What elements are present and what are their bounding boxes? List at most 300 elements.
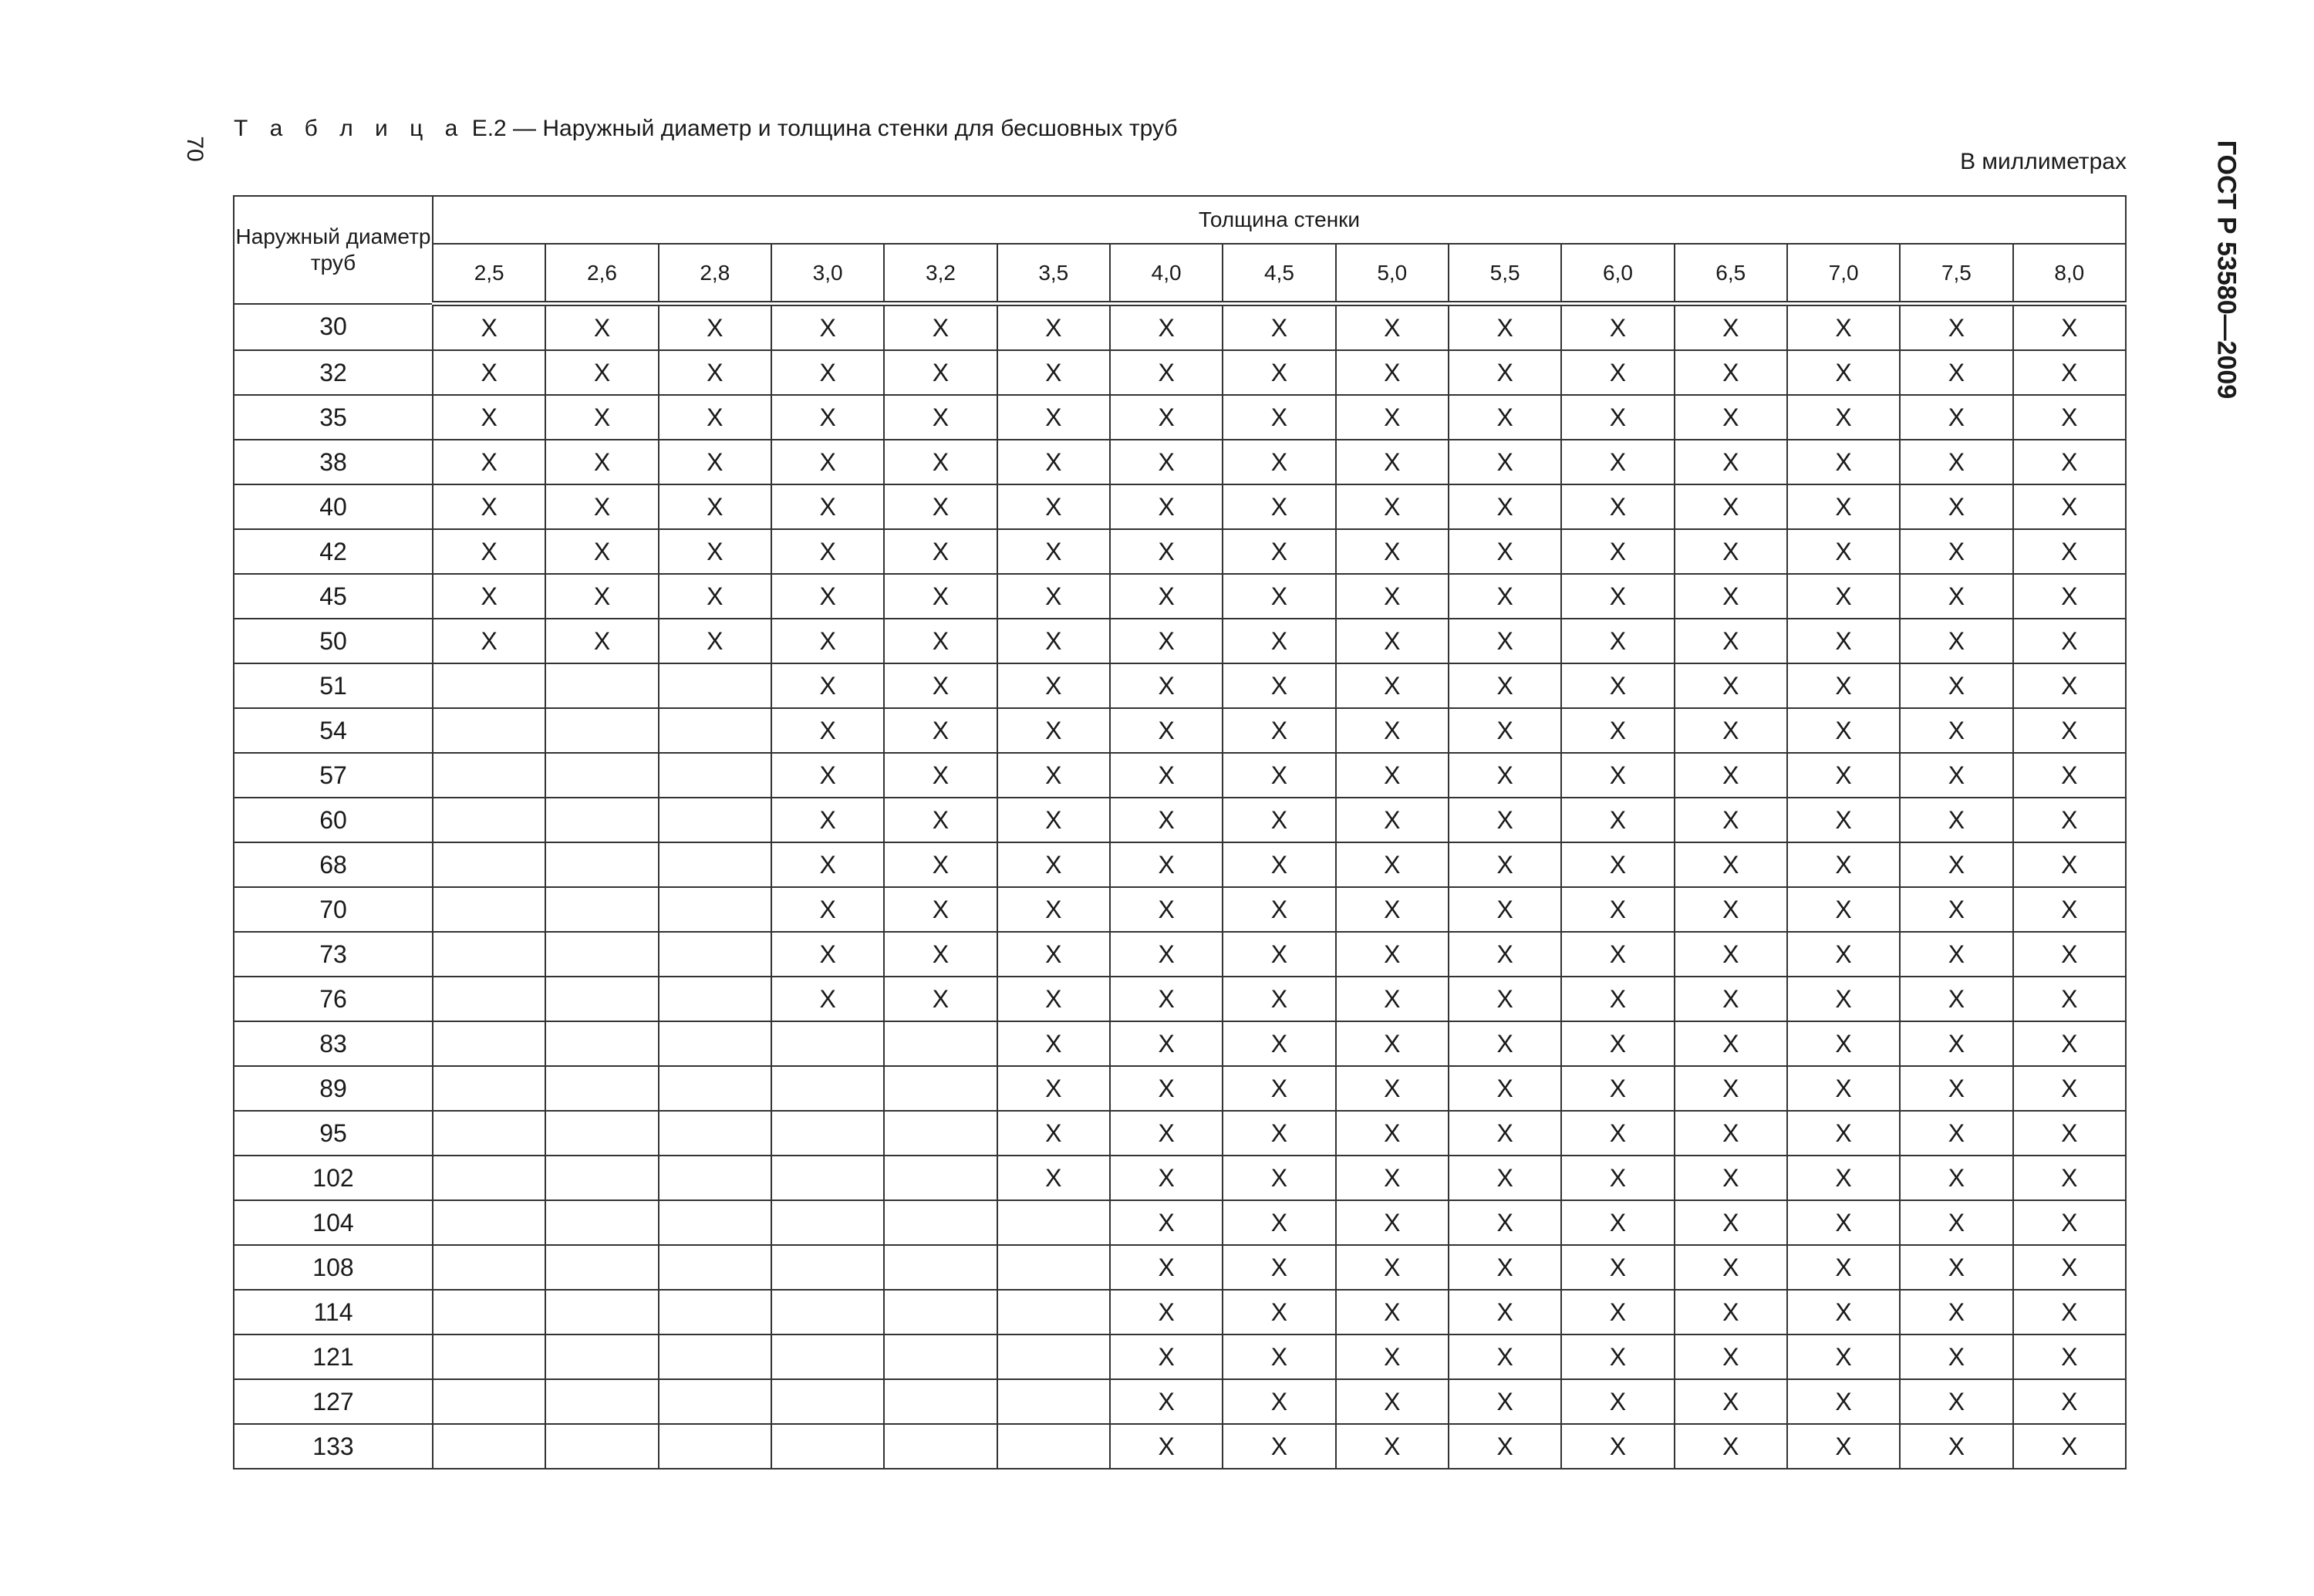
mark-cell: X	[1900, 887, 2012, 932]
mark-cell: X	[659, 484, 771, 529]
mark-cell: X	[1449, 1290, 1561, 1334]
mark-cell: X	[1900, 1111, 2012, 1156]
mark-cell: X	[1336, 619, 1449, 663]
table-row	[234, 798, 2126, 842]
mark-cell: X	[1336, 977, 1449, 1021]
mark-cell: X	[1336, 1379, 1449, 1424]
mark-cell: X	[1675, 663, 1787, 708]
empty-cell	[884, 1156, 997, 1200]
mark-cell: X	[1449, 1379, 1561, 1424]
mark-cell: X	[1336, 1200, 1449, 1245]
empty-cell	[545, 1245, 658, 1290]
mark-cell: X	[1336, 574, 1449, 619]
mark-cell: X	[1561, 708, 1674, 753]
empty-cell	[659, 1066, 771, 1111]
mark-cell: X	[1110, 932, 1223, 977]
empty-cell	[545, 708, 658, 753]
empty-cell	[433, 1021, 545, 1066]
empty-cell	[545, 1111, 658, 1156]
mark-cell: X	[997, 842, 1110, 887]
table-row	[234, 304, 2126, 351]
mark-cell: X	[1110, 1379, 1223, 1424]
mark-cell: X	[997, 529, 1110, 574]
mark-cell: X	[997, 619, 1110, 663]
diameter-cell: 127	[234, 1379, 433, 1424]
mark-cell: X	[1336, 932, 1449, 977]
mark-cell: X	[1110, 304, 1223, 351]
mark-cell: X	[1223, 753, 1335, 798]
mark-cell: X	[1336, 842, 1449, 887]
mark-cell: X	[1223, 1290, 1335, 1334]
mark-cell: X	[1675, 708, 1787, 753]
empty-cell	[433, 798, 545, 842]
mark-cell: X	[1675, 1290, 1787, 1334]
header-thickness-values-row	[234, 244, 2126, 304]
mark-cell: X	[1561, 304, 1674, 351]
mark-cell: X	[1561, 529, 1674, 574]
mark-cell: X	[2013, 1290, 2126, 1334]
table-row	[234, 1379, 2126, 1424]
empty-cell	[771, 1156, 884, 1200]
mark-cell: X	[2013, 1021, 2126, 1066]
mark-cell: X	[1449, 304, 1561, 351]
mark-cell: X	[1561, 350, 1674, 395]
diameter-cell: 133	[234, 1424, 433, 1469]
empty-cell	[771, 1021, 884, 1066]
empty-cell	[997, 1334, 1110, 1379]
mark-cell: X	[1561, 395, 1674, 440]
mark-cell: X	[1787, 977, 1900, 1021]
table-row	[234, 977, 2126, 1021]
mark-cell: X	[997, 753, 1110, 798]
header-thickness-value: 8,0	[2013, 244, 2126, 304]
mark-cell: X	[1449, 1156, 1561, 1200]
mark-cell: X	[1223, 529, 1335, 574]
mark-cell: X	[1223, 1021, 1335, 1066]
mark-cell: X	[1561, 1245, 1674, 1290]
empty-cell	[659, 977, 771, 1021]
header-thickness-value: 7,0	[1787, 244, 1900, 304]
table-row	[234, 932, 2126, 977]
diameter-cell: 102	[234, 1156, 433, 1200]
header-thickness-value: 4,5	[1223, 244, 1335, 304]
empty-cell	[997, 1245, 1110, 1290]
mark-cell: X	[997, 932, 1110, 977]
mark-cell: X	[1223, 574, 1335, 619]
mark-cell: X	[1561, 663, 1674, 708]
empty-cell	[545, 753, 658, 798]
empty-cell	[659, 1200, 771, 1245]
empty-cell	[771, 1290, 884, 1334]
mark-cell: X	[1787, 708, 1900, 753]
mark-cell: X	[771, 753, 884, 798]
mark-cell: X	[884, 574, 997, 619]
mark-cell: X	[659, 350, 771, 395]
mark-cell: X	[884, 619, 997, 663]
mark-cell: X	[1449, 708, 1561, 753]
table-row	[234, 1021, 2126, 1066]
mark-cell: X	[1675, 484, 1787, 529]
mark-cell: X	[1900, 1334, 2012, 1379]
mark-cell: X	[1223, 1111, 1335, 1156]
mark-cell: X	[1675, 1200, 1787, 1245]
empty-cell	[884, 1200, 997, 1245]
empty-cell	[433, 1200, 545, 1245]
mark-cell: X	[884, 798, 997, 842]
mark-cell: X	[1110, 887, 1223, 932]
mark-cell: X	[1675, 977, 1787, 1021]
mark-cell: X	[997, 977, 1110, 1021]
mark-cell: X	[884, 842, 997, 887]
mark-cell: X	[1787, 887, 1900, 932]
mark-cell: X	[1787, 619, 1900, 663]
mark-cell: X	[2013, 1066, 2126, 1111]
mark-cell: X	[2013, 395, 2126, 440]
empty-cell	[659, 753, 771, 798]
mark-cell: X	[1223, 663, 1335, 708]
mark-cell: X	[1223, 1066, 1335, 1111]
table-row	[234, 395, 2126, 440]
mark-cell: X	[1336, 350, 1449, 395]
mark-cell: X	[1110, 1245, 1223, 1290]
table-row	[234, 887, 2126, 932]
mark-cell: X	[2013, 1334, 2126, 1379]
mark-cell: X	[1223, 1156, 1335, 1200]
mark-cell: X	[2013, 1379, 2126, 1424]
diameter-cell: 57	[234, 753, 433, 798]
mark-cell: X	[997, 887, 1110, 932]
mark-cell: X	[1336, 1290, 1449, 1334]
mark-cell: X	[997, 304, 1110, 351]
header-row-top	[234, 196, 2126, 244]
mark-cell: X	[2013, 977, 2126, 1021]
mark-cell: X	[659, 574, 771, 619]
mark-cell: X	[1675, 842, 1787, 887]
empty-cell	[545, 887, 658, 932]
empty-cell	[884, 1066, 997, 1111]
empty-cell	[433, 1334, 545, 1379]
mark-cell: X	[771, 529, 884, 574]
mark-cell: X	[659, 619, 771, 663]
mark-cell: X	[1900, 304, 2012, 351]
mark-cell: X	[1675, 574, 1787, 619]
mark-cell: X	[1675, 1424, 1787, 1469]
empty-cell	[545, 932, 658, 977]
mark-cell: X	[771, 887, 884, 932]
mark-cell: X	[997, 1111, 1110, 1156]
mark-cell: X	[1900, 977, 2012, 1021]
diameter-cell: 89	[234, 1066, 433, 1111]
mark-cell: X	[433, 395, 545, 440]
header-thickness-value: 3,2	[884, 244, 997, 304]
mark-cell: X	[997, 798, 1110, 842]
empty-cell	[659, 663, 771, 708]
mark-cell: X	[1449, 887, 1561, 932]
table-title-text: Е.2 — Наружный диаметр и толщина стенки для бесшовных труб	[471, 116, 1178, 141]
mark-cell: X	[1675, 1156, 1787, 1200]
mark-cell: X	[1223, 1424, 1335, 1469]
table-row	[234, 350, 2126, 395]
mark-cell: X	[433, 440, 545, 484]
mark-cell: X	[433, 529, 545, 574]
table-row	[234, 574, 2126, 619]
empty-cell	[659, 1379, 771, 1424]
mark-cell: X	[1900, 798, 2012, 842]
header-thickness: Толщина стенки	[433, 196, 2126, 244]
mark-cell: X	[1675, 753, 1787, 798]
diameter-cell: 114	[234, 1290, 433, 1334]
mark-cell: X	[1110, 663, 1223, 708]
mark-cell: X	[1449, 574, 1561, 619]
empty-cell	[997, 1290, 1110, 1334]
mark-cell: X	[1675, 1379, 1787, 1424]
mark-cell: X	[1675, 798, 1787, 842]
mark-cell: X	[1449, 1021, 1561, 1066]
mark-cell: X	[1900, 1200, 2012, 1245]
mark-cell: X	[1675, 1066, 1787, 1111]
mark-cell: X	[997, 574, 1110, 619]
mark-cell: X	[997, 1021, 1110, 1066]
mark-cell: X	[771, 977, 884, 1021]
mark-cell: X	[433, 484, 545, 529]
empty-cell	[659, 1021, 771, 1066]
header-thickness-value: 6,0	[1561, 244, 1674, 304]
mark-cell: X	[2013, 1156, 2126, 1200]
mark-cell: X	[1787, 1334, 1900, 1379]
mark-cell: X	[1900, 708, 2012, 753]
header-thickness-value: 4,0	[1110, 244, 1223, 304]
mark-cell: X	[1223, 1334, 1335, 1379]
table-row	[234, 529, 2126, 574]
diameter-cell: 45	[234, 574, 433, 619]
mark-cell: X	[997, 1156, 1110, 1200]
mark-cell: X	[1675, 304, 1787, 351]
mark-cell: X	[1787, 1379, 1900, 1424]
mark-cell: X	[1449, 753, 1561, 798]
empty-cell	[884, 1111, 997, 1156]
mark-cell: X	[1561, 887, 1674, 932]
mark-cell: X	[1561, 619, 1674, 663]
mark-cell: X	[1110, 529, 1223, 574]
mark-cell: X	[1223, 1200, 1335, 1245]
mark-cell: X	[1561, 1379, 1674, 1424]
diameter-cell: 30	[234, 304, 433, 351]
empty-cell	[771, 1424, 884, 1469]
mark-cell: X	[1900, 753, 2012, 798]
mark-cell: X	[1110, 395, 1223, 440]
mark-cell: X	[1110, 1066, 1223, 1111]
mark-cell: X	[2013, 350, 2126, 395]
mark-cell: X	[1110, 1290, 1223, 1334]
mark-cell: X	[1787, 1111, 1900, 1156]
table-row	[234, 1200, 2126, 1245]
mark-cell: X	[2013, 1245, 2126, 1290]
header-thickness-value: 2,5	[433, 244, 545, 304]
header-thickness-value: 3,0	[771, 244, 884, 304]
mark-cell: X	[997, 1066, 1110, 1111]
empty-cell	[433, 1424, 545, 1469]
mark-cell: X	[884, 440, 997, 484]
mark-cell: X	[1223, 887, 1335, 932]
mark-cell: X	[1110, 440, 1223, 484]
mark-cell: X	[1223, 619, 1335, 663]
mark-cell: X	[1223, 842, 1335, 887]
diameter-cell: 73	[234, 932, 433, 977]
table-row	[234, 1334, 2126, 1379]
empty-cell	[997, 1424, 1110, 1469]
mark-cell: X	[1787, 1200, 1900, 1245]
mark-cell: X	[1449, 663, 1561, 708]
empty-cell	[433, 842, 545, 887]
mark-cell: X	[1223, 932, 1335, 977]
mark-cell: X	[1336, 440, 1449, 484]
mark-cell: X	[1675, 1021, 1787, 1066]
empty-cell	[433, 1290, 545, 1334]
mark-cell: X	[1336, 1111, 1449, 1156]
mark-cell: X	[1449, 932, 1561, 977]
table-row	[234, 1424, 2126, 1469]
table-row	[234, 440, 2126, 484]
header-thickness-value: 2,8	[659, 244, 771, 304]
mark-cell: X	[433, 619, 545, 663]
mark-cell: X	[1561, 484, 1674, 529]
mark-cell: X	[1787, 395, 1900, 440]
mark-cell: X	[2013, 708, 2126, 753]
empty-cell	[545, 1021, 658, 1066]
empty-cell	[884, 1021, 997, 1066]
mark-cell: X	[1561, 1200, 1674, 1245]
mark-cell: X	[1223, 304, 1335, 351]
mark-cell: X	[1336, 663, 1449, 708]
empty-cell	[659, 1334, 771, 1379]
mark-cell: X	[545, 440, 658, 484]
empty-cell	[659, 798, 771, 842]
diameter-cell: 95	[234, 1111, 433, 1156]
mark-cell: X	[884, 708, 997, 753]
mark-cell: X	[1336, 1245, 1449, 1290]
table-row	[234, 1111, 2126, 1156]
mark-cell: X	[1449, 977, 1561, 1021]
mark-cell: X	[1900, 1245, 2012, 1290]
mark-cell: X	[1110, 1334, 1223, 1379]
mark-cell: X	[1787, 304, 1900, 351]
table-title-prefix: Т а б л и ц а	[234, 116, 466, 141]
empty-cell	[545, 1290, 658, 1334]
mark-cell: X	[1110, 753, 1223, 798]
header-thickness-value: 3,5	[997, 244, 1110, 304]
mark-cell: X	[1336, 304, 1449, 351]
mark-cell: X	[1787, 529, 1900, 574]
empty-cell	[659, 1245, 771, 1290]
empty-cell	[771, 1334, 884, 1379]
mark-cell: X	[1787, 663, 1900, 708]
empty-cell	[433, 708, 545, 753]
mark-cell: X	[1787, 1245, 1900, 1290]
mark-cell: X	[1336, 887, 1449, 932]
mark-cell: X	[1110, 484, 1223, 529]
mark-cell: X	[1561, 842, 1674, 887]
mark-cell: X	[771, 484, 884, 529]
mark-cell: X	[1900, 395, 2012, 440]
empty-cell	[659, 1424, 771, 1469]
mark-cell: X	[1449, 350, 1561, 395]
mark-cell: X	[884, 304, 997, 351]
page-number: 70	[182, 136, 207, 162]
mark-cell: X	[1900, 663, 2012, 708]
mark-cell: X	[1675, 1334, 1787, 1379]
mark-cell: X	[997, 395, 1110, 440]
diameter-cell: 121	[234, 1334, 433, 1379]
diameter-cell: 68	[234, 842, 433, 887]
mark-cell: X	[1336, 529, 1449, 574]
mark-cell: X	[2013, 619, 2126, 663]
mark-cell: X	[1787, 484, 1900, 529]
mark-cell: X	[1561, 1021, 1674, 1066]
empty-cell	[545, 1156, 658, 1200]
mark-cell: X	[1900, 619, 2012, 663]
mark-cell: X	[884, 977, 997, 1021]
mark-cell: X	[1336, 1334, 1449, 1379]
mark-cell: X	[545, 350, 658, 395]
empty-cell	[659, 932, 771, 977]
empty-cell	[545, 1424, 658, 1469]
empty-cell	[545, 798, 658, 842]
empty-cell	[433, 753, 545, 798]
mark-cell: X	[1900, 529, 2012, 574]
header-thickness-value: 6,5	[1675, 244, 1787, 304]
mark-cell: X	[433, 574, 545, 619]
empty-cell	[433, 932, 545, 977]
table-title	[234, 116, 1178, 142]
mark-cell: X	[884, 753, 997, 798]
empty-cell	[884, 1424, 997, 1469]
mark-cell: X	[1787, 350, 1900, 395]
mark-cell: X	[1561, 1334, 1674, 1379]
mark-cell: X	[1449, 842, 1561, 887]
pipe-dimensions-table	[233, 195, 2127, 1469]
mark-cell: X	[1787, 798, 1900, 842]
mark-cell: X	[771, 842, 884, 887]
header-thickness-value: 2,6	[545, 244, 658, 304]
diameter-cell: 104	[234, 1200, 433, 1245]
mark-cell: X	[1900, 1424, 2012, 1469]
diameter-cell: 83	[234, 1021, 433, 1066]
mark-cell: X	[771, 708, 884, 753]
mark-cell: X	[1787, 1066, 1900, 1111]
mark-cell: X	[997, 440, 1110, 484]
mark-cell: X	[545, 619, 658, 663]
mark-cell: X	[1223, 395, 1335, 440]
mark-cell: X	[1900, 1066, 2012, 1111]
table-row	[234, 1290, 2126, 1334]
table-row	[234, 842, 2126, 887]
diameter-cell: 60	[234, 798, 433, 842]
mark-cell: X	[1561, 1290, 1674, 1334]
diameter-cell: 50	[234, 619, 433, 663]
mark-cell: X	[1110, 842, 1223, 887]
mark-cell: X	[1675, 395, 1787, 440]
empty-cell	[997, 1379, 1110, 1424]
mark-cell: X	[1561, 977, 1674, 1021]
mark-cell: X	[1561, 932, 1674, 977]
mark-cell: X	[1675, 619, 1787, 663]
mark-cell: X	[1336, 1156, 1449, 1200]
diameter-cell: 70	[234, 887, 433, 932]
mark-cell: X	[2013, 663, 2126, 708]
mark-cell: X	[1900, 842, 2012, 887]
empty-cell	[433, 1379, 545, 1424]
mark-cell: X	[1787, 440, 1900, 484]
